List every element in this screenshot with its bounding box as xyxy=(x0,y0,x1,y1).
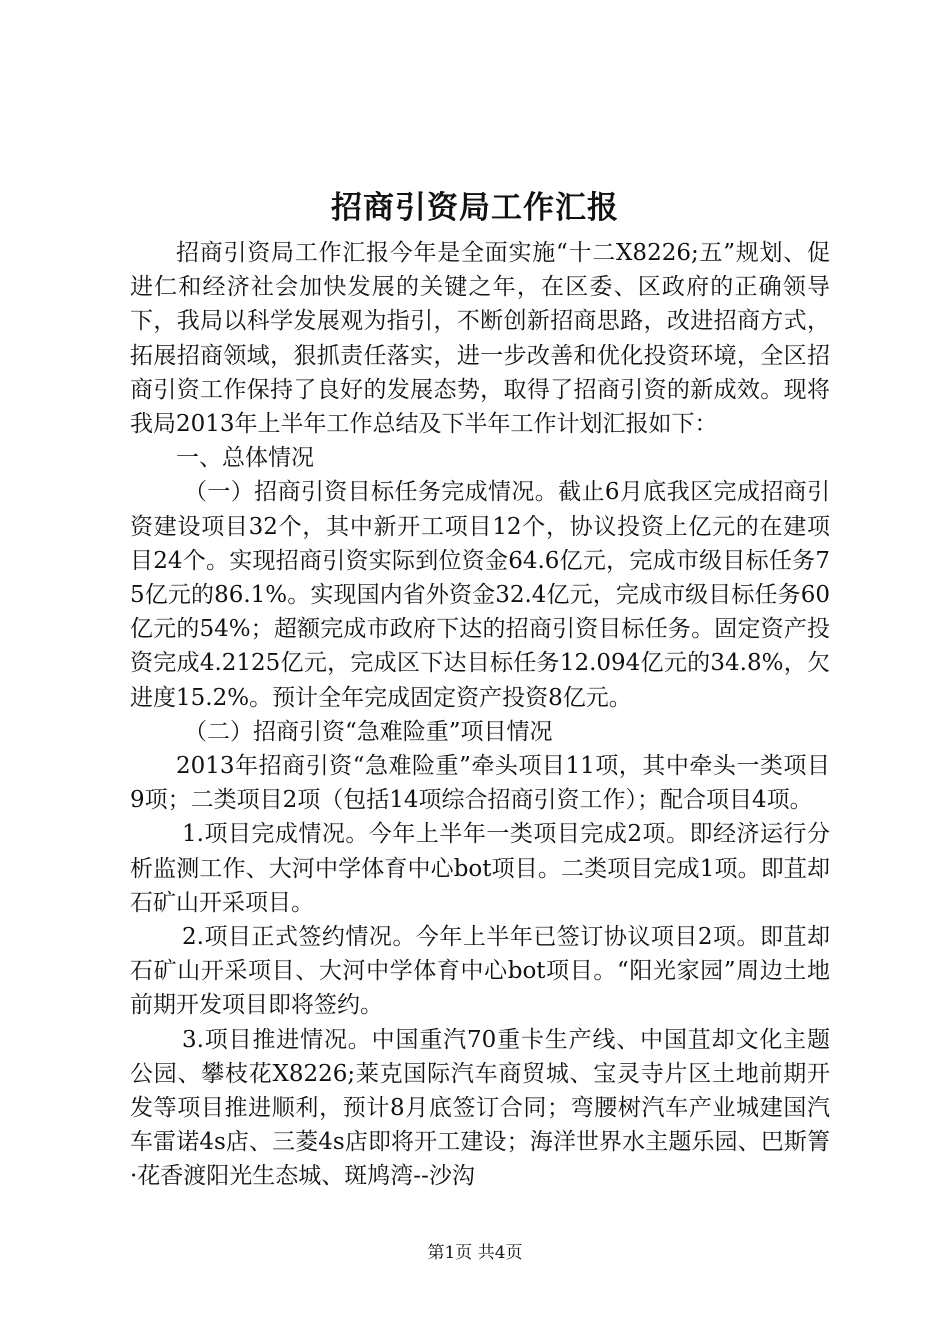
section-heading-overview: 一、总体情况 xyxy=(176,445,314,472)
project-signing-paragraph: 2.项目正式签约情况。今年上半年已签订协议项目2项。即苴却石矿山开采项目、大河中学体育中心bot项目。“阳光家园”周边土地前期开发项目即将签约。 xyxy=(130,924,830,1019)
intro-paragraph: 招商引资局工作汇报今年是全面实施“十二X8226;五”规划、促进仁和经济社会加快发展的关键之年，在区委、区政府的正确领导下，我局以科学发展观为指引，不断创新招商思路，改进招商方式，拓展招商领域，狠抓责任落实，进一步改善和优化投资环境，全区招商引资工作保持了良好的发展态势，取得了招商引资的新成效。现将我局2013年上半年工作总结及下半年工作计划汇报如下： xyxy=(130,240,830,438)
key-projects-paragraph: 2013年招商引资“急难险重”牵头项目11项，其中牵头一类项目9项；二类项目2项（包括14项综合招商引资工作）；配合项目4项。 xyxy=(130,753,830,814)
project-progress-paragraph: 3.项目推进情况。中国重汽70重卡生产线、中国苴却文化主题公园、攀枝花X8226;莱克国际汽车商贸城、宝灵寺片区土地前期开发等项目推进顺利，预计8月底签订合同；弯腰树汽车产业城建国汽车雷诺4s店、三菱4s店即将开工建设；海洋世界水主题乐园、巴斯箐·花香渡阳光生态城、斑鸠湾--沙沟 xyxy=(130,1026,830,1190)
document-title: 招商引资局工作汇报 xyxy=(331,190,619,226)
document-body xyxy=(130,236,830,1194)
project-completion-paragraph: 1.项目完成情况。今年上半年一类项目完成2项。即经济运行分析监测工作、大河中学体育中心bot项目。二类项目完成1项。即苴却石矿山开采项目。 xyxy=(130,821,830,916)
page-number-footer: 第1页 共4页 xyxy=(427,1243,523,1263)
target-completion-paragraph: （一）招商引资目标任务完成情况。截止6月底我区完成招商引资建设项目32个，其中新开工项目12个，协议投资上亿元的在建项目24个。实现招商引资实际到位资金64.6亿元，完成市级目标任务75亿元的86.1%。实现国内省外资金32.4亿元，完成市级目标任务60亿元的54%；超额完成市政府下达的招商引资目标任务。固定资产投资完成4.2125亿元，完成区下达目标任务12.094亿元的34.8%，欠进度15.2%。预计全年完成固定资产投资8亿元。 xyxy=(130,479,830,711)
subsection-heading-key-projects: （二）招商引资“急难险重”项目情况 xyxy=(184,718,553,745)
